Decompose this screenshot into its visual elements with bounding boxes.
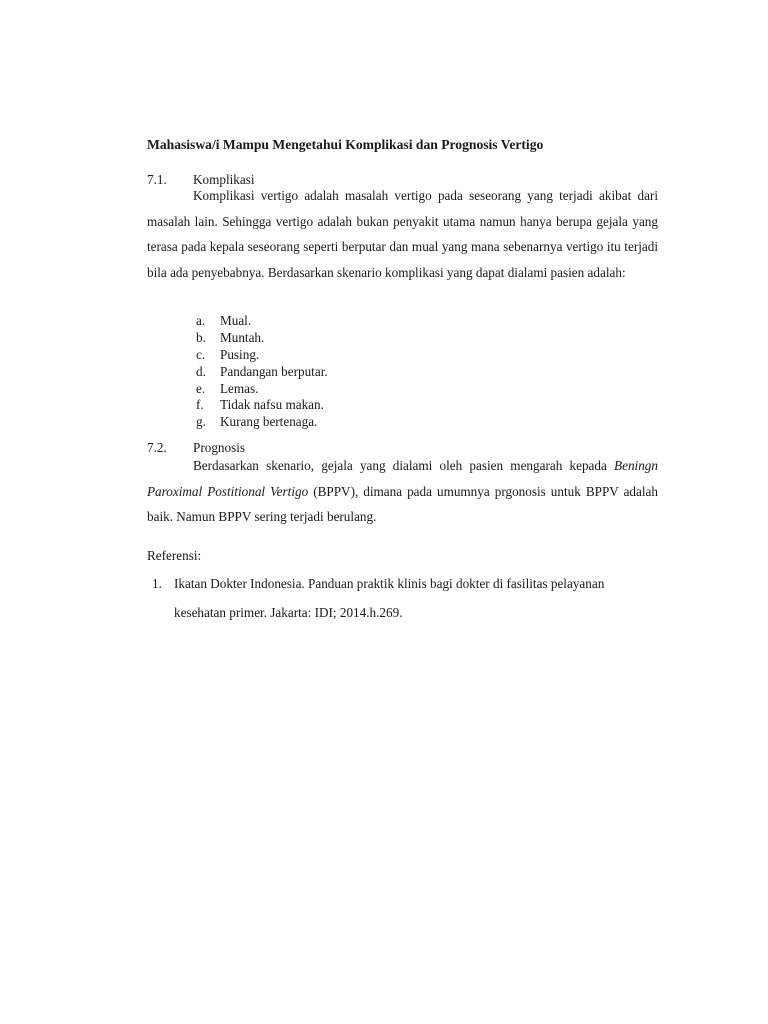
list-marker: c. bbox=[196, 346, 206, 362]
prognosis-text-end: (BPPV), dimana pada umumnya prgonosis untuk BPPV adalah baik. Namun BPPV sering terjadi berulang. bbox=[147, 483, 658, 525]
list-marker: a. bbox=[196, 313, 206, 328]
list-item-text: Kurang bertenaga. bbox=[220, 414, 318, 430]
document-title: Mahasiswa/i Mampu Mengetahui Komplikasi dan Prognosis Vertigo bbox=[147, 137, 544, 152]
komplikasi-list bbox=[196, 313, 328, 431]
list-marker: g. bbox=[196, 414, 206, 430]
list-item bbox=[196, 330, 328, 347]
references-list bbox=[147, 569, 658, 627]
section-heading-komplikasi: Komplikasi bbox=[193, 172, 255, 187]
list-item bbox=[196, 313, 328, 330]
list-item-text: Muntah. bbox=[220, 329, 265, 345]
reference-item bbox=[147, 569, 658, 627]
reference-number: 1. bbox=[152, 576, 162, 591]
list-marker: d. bbox=[196, 363, 206, 379]
list-item bbox=[196, 414, 328, 431]
section-heading-prognosis: Prognosis bbox=[193, 440, 246, 455]
prognosis-italic-term: Beningn Paroximal Postitional Vertigo bbox=[147, 458, 658, 499]
list-item bbox=[196, 381, 328, 398]
list-marker: e. bbox=[196, 380, 206, 396]
list-item-text: Mual. bbox=[220, 313, 252, 328]
list-marker: f. bbox=[196, 397, 204, 413]
list-marker: b. bbox=[196, 329, 206, 345]
list-item-text: Pusing. bbox=[220, 346, 260, 362]
section-number-7-1: 7.1. bbox=[147, 172, 167, 187]
list-item bbox=[196, 364, 328, 381]
list-item-text: Lemas. bbox=[220, 380, 259, 396]
list-item bbox=[196, 347, 328, 364]
reference-text: Ikatan Dokter Indonesia. Panduan praktik klinis bagi dokter di fasilitas pelayanan kesehatan primer. Jakarta: IDI; 2014.h.269. bbox=[174, 576, 605, 620]
references-heading: Referensi: bbox=[147, 548, 202, 563]
list-item bbox=[196, 397, 328, 414]
section-number-7-2: 7.2. bbox=[147, 440, 167, 455]
list-item-text: Tidak nafsu makan. bbox=[220, 397, 324, 413]
komplikasi-paragraph: Komplikasi vertigo adalah masalah vertigo pada seseorang yang terjadi akibat dari masalah lain. Sehingga vertigo adalah bukan penyakit utama namun hanya berupa gejala yang terasa pada kepala seseorang seperti berputar dan mual yang mana sebenarnya vertigo itu terjadi bila ada penyebabnya. Berdasarkan skenario komplikasi yang dapat dialami pasien adalah: bbox=[147, 188, 658, 280]
list-item-text: Pandangan berputar. bbox=[220, 363, 328, 379]
prognosis-paragraph bbox=[147, 453, 658, 530]
prognosis-text-start: Berdasarkan skenario, gejala yang dialami oleh pasien mengarah kepada bbox=[193, 458, 607, 473]
